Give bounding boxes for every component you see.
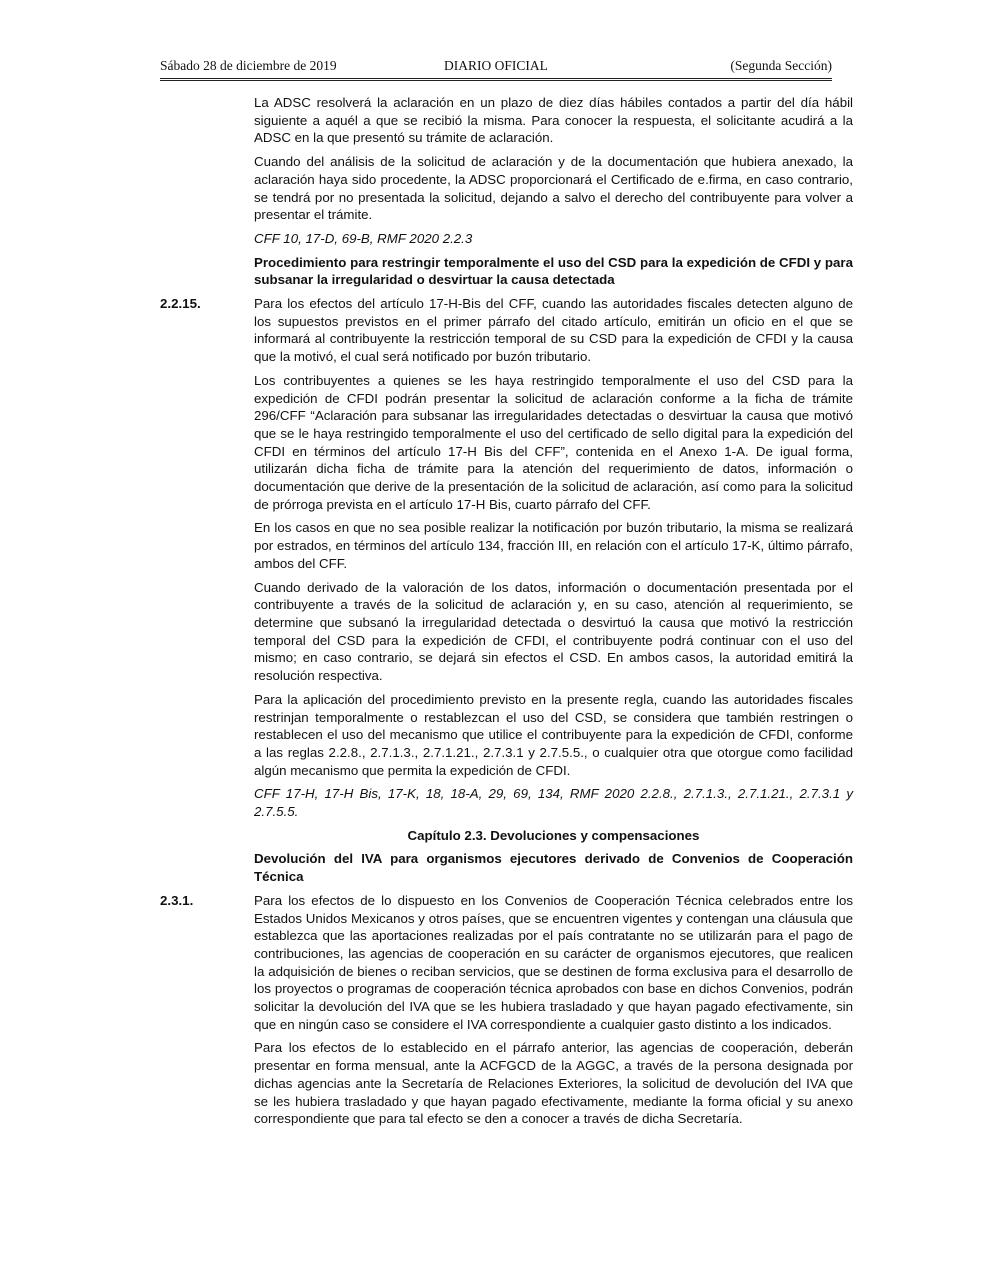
header-date: Sábado 28 de diciembre de 2019 [160, 58, 337, 73]
rule-body [254, 295, 853, 827]
legal-reference: CFF 17-H, 17-H Bis, 17-K, 18, 18-A, 29, 69, 134, RMF 2020 2.2.8., 2.7.1.3., 2.7.1.21., 2.7.3.1 y 2.7.5.5. [254, 786, 853, 820]
paragraph: En los casos en que no sea posible realizar la notificación por buzón tributario, la misma se realizará por estrados, en términos del artículo 134, fracción III, en relación con el artículo 17-K, último párrafo, ambos del CFF. [254, 520, 853, 571]
page-header [160, 58, 832, 81]
document-body [160, 94, 853, 1134]
legal-reference: CFF 10, 17-D, 69-B, RMF 2020 2.2.3 [254, 230, 473, 246]
header-journal-title: DIARIO OFICIAL [444, 58, 548, 73]
paragraph: La ADSC resolverá la aclaración en un plazo de diez días hábiles contados a partir del día hábil siguiente a aquél a que se recibió la misma. Para conocer la respuesta, el solicitante acudirá a la ADSC en la que presentó su trámite de aclaración. [254, 95, 853, 146]
paragraph: Para los efectos de lo dispuesto en los Convenios de Cooperación Técnica celebrados entre los Estados Unidos Mexicanos y otros países, que se encuentren vigentes y contengan una cláusula que establezca que las aportaciones realizadas por el país contratante no se utilizarán para el pago de contribuciones, las agencias de cooperación en su carácter de organismos ejecutores, que realicen la adquisición de bienes o reciban servicios, que se destinen de forma exclusiva para el desarrollo de los proyectos o programas de cooperación técnica aprobados con base en dichos Convenios, podrán solicitar la devolución del IVA que se les hubiera trasladado y que hayan pagado efectivamente, sin que en ningún caso se considere el IVA correspondiente a cualquier gasto distinto a los indicados. [254, 892, 853, 1032]
paragraph: Para los efectos de lo establecido en el párrafo anterior, las agencias de cooperación, deberán presentar en forma mensual, ante la ACFGCD de la AGGC, a través de la persona designada por dichas agencias ante la Secretaría de Relaciones Exteriores, la solicitud de devolución del IVA que se les hubiera trasladado y que hayan pagado efectivamente, mediante la forma oficial y su anexo correspondiente que para tal efecto se den a conocer a través de dicha Secretaría. [254, 1040, 853, 1127]
paragraph: Los contribuyentes a quienes se les haya restringido temporalmente el uso del CSD para la expedición de CFDI podrán presentar la solicitud de aclaración conforme a la ficha de trámite 296/CFF “Aclaración para subsanar las irregularidades detectadas o desvirtuar la causa que motivó que se le haya restringido temporalmente el uso del certificado de sello digital para la expedición del CFDI en términos del artículo 17-H Bis del CFF”, contenida en el Anexo 1-A. De igual forma, utilizarán dicha ficha de trámite para la atención del requerimiento de datos, información o documentación que derive de la presentación de la solicitud de aclaración, así como para la solicitud de prórroga prevista en el artículo 17-H Bis, cuarto párrafo del CFF. [254, 372, 853, 512]
paragraph: Cuando del análisis de la solicitud de aclaración y de la documentación que hubiera anexado, la aclaración haya sido procedente, la ADSC proporcionará el Certificado de e.firma, en caso contrario, se tendrá por no presentada la solicitud, dejando a salvo el derecho del contribuyente para volver a presentar el trámite. [254, 154, 853, 223]
rule-2-3-1 [160, 892, 853, 1134]
rule-2-2-15 [160, 295, 853, 827]
paragraph: Cuando derivado de la valoración de los datos, información o documentación presentada por el contribuyente a través de la solicitud de aclaración y, en su caso, atención al requerimiento, se determine que subsanó la irregularidad detectada o desvirtuó la causa que motivó la restricción temporal del CSD para la expedición de CFDI, el contribuyente podrá continuar con el uso del mismo; en caso contrario, se dejará sin efectos el CSD. En ambos casos, la autoridad emitirá la resolución respectiva. [254, 579, 853, 684]
header-section: (Segunda Sección) [730, 58, 832, 73]
paragraph: Para los efectos del artículo 17-H-Bis del CFF, cuando las autoridades fiscales detecten alguno de los supuestos previstos en el primer párrafo del citado artículo, emitirán un oficio en el que se informará al contribuyente la restricción temporal de su CSD para la expedición de CFDI y la causa que la motivó, el cual será notificado por buzón tributario. [254, 296, 853, 365]
rule-heading: Procedimiento para restringir temporalmente el uso del CSD para la expedición de CFDI y para subsanar la irregularidad o desvirtuar la causa detectada [254, 254, 853, 288]
rule-number: 2.2.15. [160, 296, 201, 312]
rule-heading: Devolución del IVA para organismos ejecutores derivado de Convenios de Cooperación Técnica [254, 851, 853, 885]
chapter-title: Capítulo 2.3. Devoluciones y compensaciones [407, 827, 700, 843]
rule-number: 2.3.1. [160, 892, 194, 908]
rule-body [254, 892, 853, 1134]
paragraph: Para la aplicación del procedimiento previsto en la presente regla, cuando las autoridades fiscales restrinjan temporalmente o restablezcan el uso del CSD, se considera que también restringen o restablecen el uso del mecanismo que utilice el contribuyente para la expedición de CFDI, conforme a las reglas 2.2.8., 2.7.1.3., 2.7.1.21., 2.7.3.1 y 2.7.5.5., o cualquier otra que otorgue como facilidad algún mecanismo que permita la expedición de CFDI. [254, 691, 853, 778]
